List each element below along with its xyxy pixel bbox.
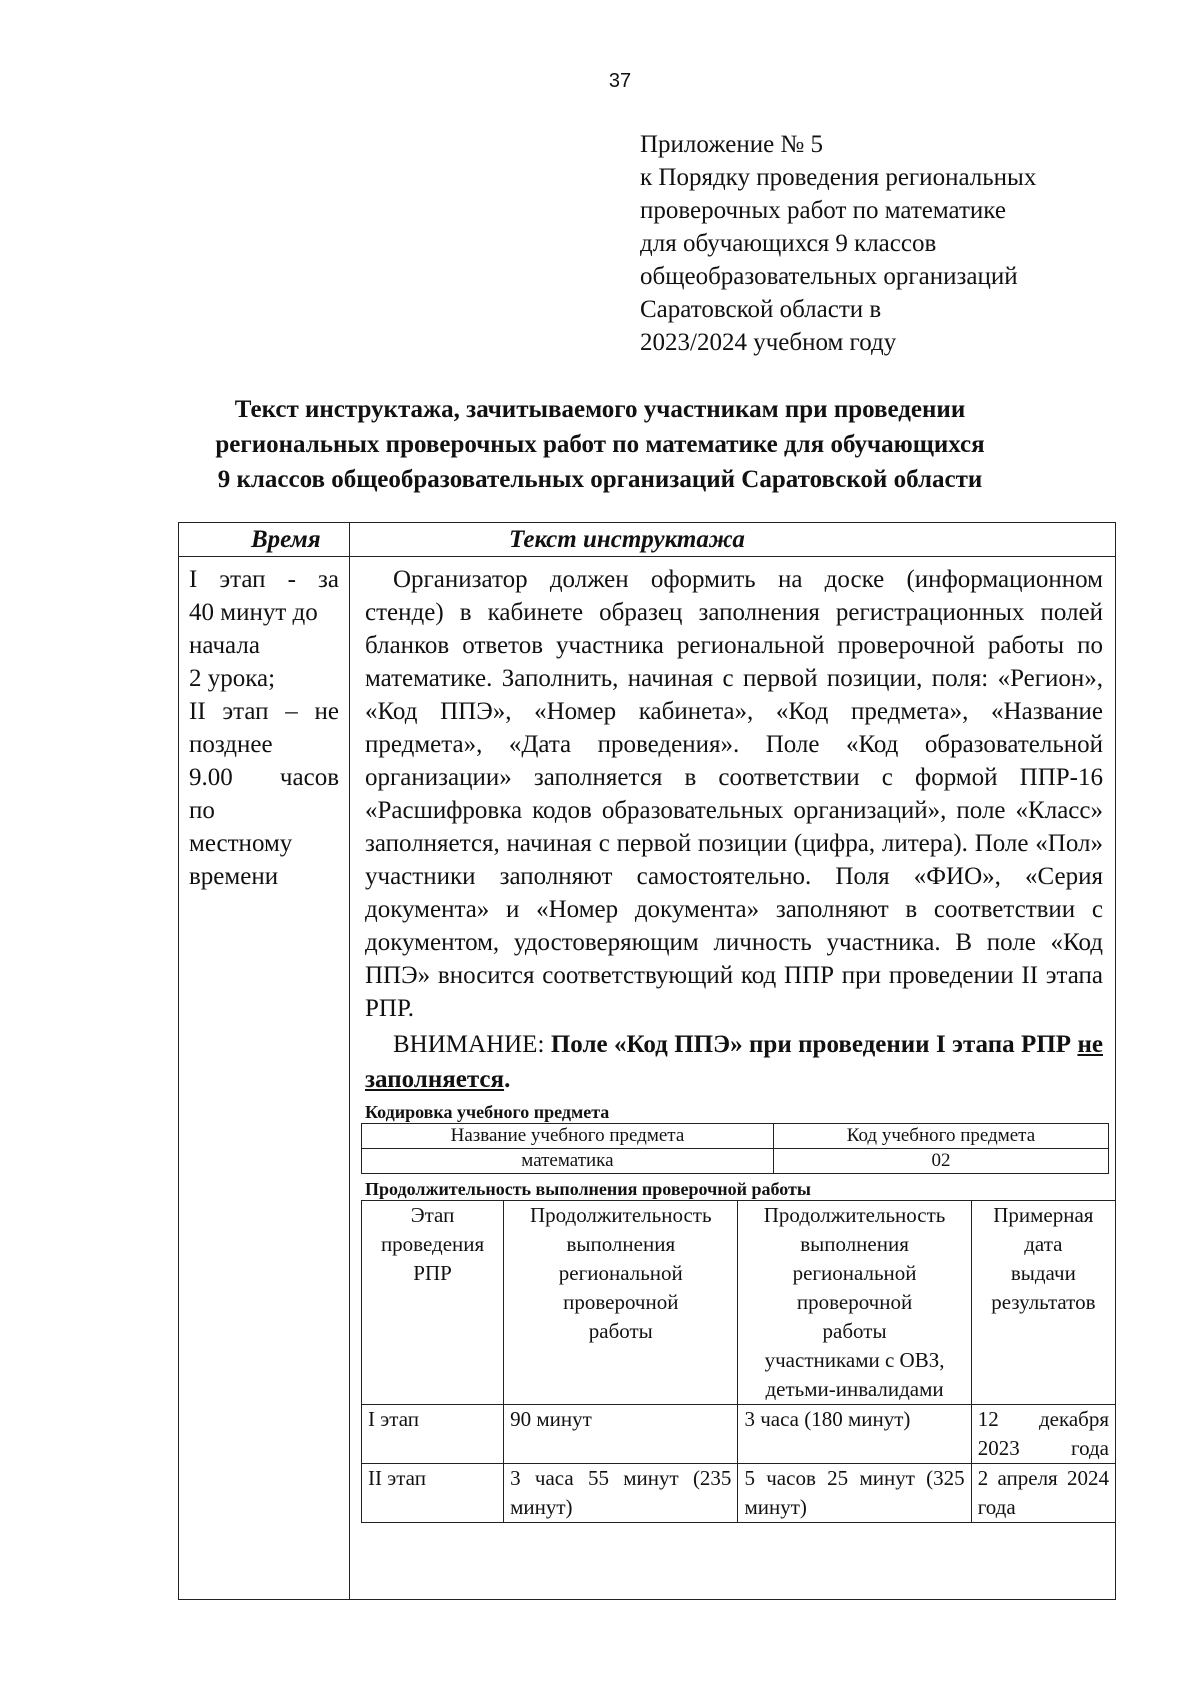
duration-ovz-header <box>738 1201 971 1405</box>
time-line: начала <box>189 632 260 659</box>
time-line: 40 минут до <box>189 599 318 626</box>
header-line: работы <box>822 1319 887 1343</box>
time-line: по <box>189 797 215 824</box>
header-line: Примерная <box>993 1203 1094 1227</box>
subject-coding-table <box>361 1123 1109 1174</box>
header-line: выполнения <box>566 1232 676 1256</box>
header-line: выполнения <box>800 1232 909 1256</box>
subject-code-header: Код учебного предмета <box>773 1124 1108 1149</box>
title-line: 9 классов общеобразовательных организаций Саратовской области <box>217 466 983 493</box>
stage-header <box>362 1201 504 1405</box>
time-line: 2 урока; <box>189 665 276 692</box>
header-time: Время <box>251 526 321 553</box>
time-line: 9.00 часов <box>189 764 339 791</box>
appendix-line: проверочных работ по математике <box>640 197 1006 224</box>
header-line: участниками с ОВЗ, <box>764 1348 945 1372</box>
header-line: проверочной <box>563 1290 679 1314</box>
attention-underlined-text: не заполняется <box>365 1031 1103 1093</box>
header-instruction-text: Текст инструктажа <box>509 526 745 553</box>
table-header-row <box>179 523 1115 557</box>
title-line: Текст инструктажа, зачитываемого участникам при проведении <box>234 396 966 423</box>
time-line: I этап - за <box>189 566 339 593</box>
header-line: Продолжительность <box>763 1203 946 1227</box>
header-line: Этап <box>410 1203 455 1227</box>
attention-prefix: ВНИМАНИЕ: <box>393 1031 551 1058</box>
appendix-line: к Порядку проведения региональных <box>640 164 1037 191</box>
page-number: 37 <box>608 70 632 92</box>
time-line: позднее <box>189 731 273 758</box>
appendix-line: для обучающихся 9 классов <box>640 230 937 257</box>
subject-name-header: Название учебного предмета <box>362 1124 774 1149</box>
table-row <box>362 1149 1109 1174</box>
subject-coding-title: Кодировка учебного предмета <box>365 1102 610 1122</box>
duration-ovz-cell: 5 часов 25 минут (325 минут) <box>738 1464 971 1523</box>
instruction-paragraph: Организатор должен оформить на доске (информационном стенде) в кабинете образец заполнения регистрационных полей бланков ответов участника региональной проверочной работы по математике. Заполнить, начиная с первой позиции, поля: «Регион», «Код ППЭ», «Номер кабинета», «Код предмета», «Название предмета», «Дата проведения». Поле «Код образовательной организации» заполняется в соответствии с формой ППР-16 «Расшифровка кодов образовательных организаций», поле «Класс» заполняется, начиная с первой позиции (цифра, литера). Поле «Пол» участники заполняют самостоятельно. Поля «ФИО», «Серия документа» и «Номер документа» заполняют в соответствии с документом, удостоверяющим личность участника. В поле «Код ППЭ» вносится соответствующий код ППР при проведении II этапа РПР. <box>365 566 1103 1022</box>
result-date-cell: 2 апреля 2024 года <box>971 1464 1115 1523</box>
header-line: работы <box>588 1319 653 1343</box>
duration-cell: 3 часа 55 минут (235 минут) <box>504 1464 738 1523</box>
header-line: выдачи <box>1010 1261 1076 1285</box>
attention-end: . <box>504 1066 511 1093</box>
title-line: региональных проверочных работ по математике для обучающихся <box>215 431 985 458</box>
header-line: проведения <box>380 1232 485 1256</box>
table-row <box>362 1124 1109 1149</box>
document-title <box>120 392 1080 497</box>
result-date-header <box>971 1201 1115 1405</box>
header-line: региональной <box>792 1261 917 1285</box>
column-divider <box>349 523 350 1599</box>
time-line: местному <box>189 830 293 857</box>
header-line: РПР <box>413 1261 452 1285</box>
header-line: проверочной <box>796 1290 913 1314</box>
stage-cell: I этап <box>362 1405 504 1464</box>
duration-table <box>361 1200 1116 1523</box>
duration-ovz-cell: 3 часа (180 минут) <box>738 1405 971 1464</box>
table-row <box>362 1405 1116 1464</box>
header-line: Продолжительность <box>529 1203 712 1227</box>
table-row <box>362 1464 1116 1523</box>
appendix-line: 2023/2024 учебном году <box>640 329 897 356</box>
header-line: региональной <box>558 1261 683 1285</box>
time-line: II этап – не <box>189 698 339 725</box>
time-cell <box>189 563 339 893</box>
instruction-table <box>178 522 1116 1600</box>
duration-cell: 90 минут <box>504 1405 738 1464</box>
appendix-line: общеобразовательных организаций <box>640 263 1018 290</box>
appendix-block <box>640 128 1160 359</box>
appendix-line: Саратовской области в <box>640 296 882 323</box>
header-line: результатов <box>991 1290 1096 1314</box>
appendix-line: Приложение № 5 <box>640 131 824 158</box>
header-line: детьми-инвалидами <box>765 1377 944 1401</box>
duration-header <box>504 1201 738 1405</box>
instruction-cell <box>365 563 1109 1523</box>
subject-name-value: математика <box>362 1149 774 1174</box>
attention-paragraph <box>365 1027 1103 1097</box>
subject-code-value: 02 <box>773 1149 1108 1174</box>
time-line: времени <box>189 863 279 890</box>
stage-cell: II этап <box>362 1464 504 1523</box>
result-date-cell: 12 декабря 2023 года <box>971 1405 1115 1464</box>
attention-bold-text: Поле «Код ППЭ» при проведении I этапа РПР <box>550 1031 1078 1058</box>
table-row <box>362 1201 1116 1405</box>
header-line: дата <box>1024 1232 1063 1256</box>
duration-title: Продолжительность выполнения проверочной работы <box>365 1179 811 1199</box>
